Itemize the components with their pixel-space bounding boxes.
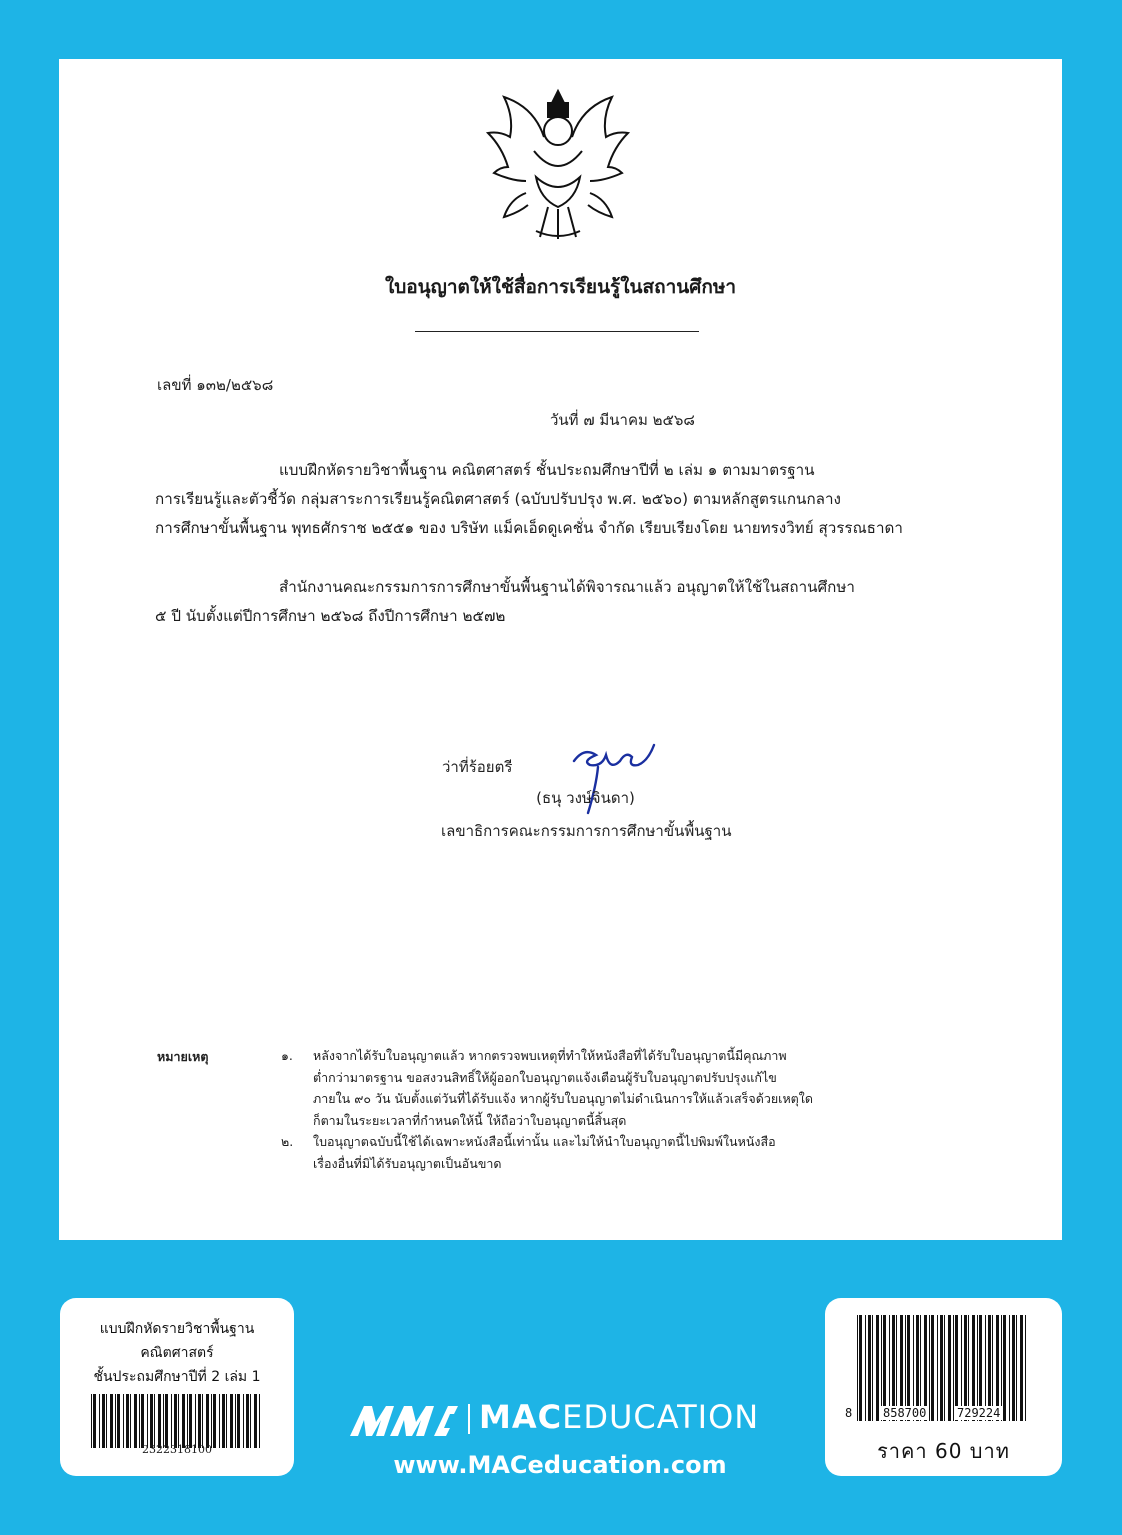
garuda-emblem-icon — [474, 81, 642, 249]
paragraph-line: สำนักงานคณะกรรมการการศึกษาขั้นพื้นฐานได้พิจารณาแล้ว อนุญาตให้ใช้ในสถานศึกษา — [279, 578, 855, 596]
barcode-bar — [147, 1394, 148, 1448]
barcode-bar — [139, 1394, 140, 1448]
license-sheet — [59, 59, 1062, 1240]
barcode-bar — [230, 1394, 233, 1448]
paragraph-line: ๕ ปี นับตั้งแต่ปีการศึกษา ๒๕๖๘ ถึงปีการศึกษา ๒๕๗๒ — [155, 607, 506, 625]
barcode-bar — [929, 1315, 930, 1421]
brand-block — [350, 1400, 780, 1440]
paragraph-line: แบบฝึกหัดรายวิชาพื้นฐาน คณิตศาสตร์ ชั้นประถมศึกษาปีที่ ๒ เล่ม ๑ ตามมาตรฐาน — [279, 461, 815, 479]
barcode-bar — [235, 1394, 236, 1448]
barcode-bar — [953, 1315, 954, 1421]
barcode-bar — [937, 1315, 938, 1421]
barcode-bar — [141, 1394, 144, 1448]
barcode-bar — [219, 1394, 220, 1448]
mac-logo-icon — [350, 1402, 458, 1436]
barcode-bar — [189, 1394, 192, 1448]
book-subject-line: แบบฝึกหัดรายวิชาพื้นฐาน — [99, 1321, 255, 1337]
barcode-bar — [246, 1394, 249, 1448]
paragraph-approval — [155, 573, 963, 631]
barcode-bar — [110, 1394, 113, 1448]
barcode-bar — [163, 1394, 164, 1448]
barcode-bar — [1009, 1315, 1010, 1421]
barcode-bar — [226, 1394, 227, 1448]
signer-name-text: (ธนุ วงษ์จินดา) — [536, 789, 635, 807]
barcode-bar — [237, 1394, 240, 1448]
note-line: ภายใน ๙๐ วัน นับตั้งแต่วันที่ได้รับแจ้ง หากผู้รับใบอนุญาตไม่ดำเนินการให้แล้วเสร็จด้วยเหตุใด — [313, 1091, 814, 1107]
barcode-bar — [211, 1394, 212, 1448]
barcode-bar — [123, 1394, 124, 1448]
note-line: ก็ตามในระยะเวลาที่กำหนดให้นี้ ให้ถือว่าใบอนุญาตนี้สิ้นสุด — [313, 1112, 627, 1128]
barcode-bar — [202, 1394, 203, 1448]
barcode-bar — [259, 1394, 260, 1448]
license-date: วันที่ ๗ มีนาคม ๒๕๖๘ — [550, 411, 695, 429]
barcode-bar — [154, 1394, 155, 1448]
note-item: ๒. ใบอนุญาตฉบับนี้ใช้ได้เฉพาะหนังสือนี้เท่านั้น และไม่ให้นำใบอนุญาตนี้ไปพิมพ์ในหนังสือ — [281, 1134, 776, 1150]
license-number: เลขที่ ๑๓๒/๒๕๖๘ — [157, 376, 274, 394]
barcode-bar — [1012, 1315, 1015, 1421]
barcode-bar — [1020, 1315, 1023, 1421]
barcode-bar — [130, 1394, 131, 1448]
book-barcode-icon — [91, 1394, 263, 1448]
barcode-bar — [158, 1394, 161, 1448]
website-text[interactable]: www.MACeducation.com — [393, 1451, 727, 1479]
note-item: ๑. หลังจากได้รับใบอนุญาตแล้ว หากตรวจพบเหตุที่ทำให้หนังสือที่ได้รับใบอนุญาตนี้มีคุณภาพ — [281, 1048, 787, 1063]
barcode-bar — [1003, 1315, 1006, 1421]
note-line: ต่ำกว่ามาตรฐาน ขอสงวนสิทธิ์ให้ผู้ออกใบอนุญาตแจ้งเตือนผู้รับใบอนุญาตปรับปรุงแก้ไข — [313, 1069, 777, 1085]
barcode-bar — [134, 1394, 137, 1448]
barcode-bar — [126, 1394, 129, 1448]
signer-rank: ว่าที่ร้อยตรี — [442, 758, 513, 776]
barcode-bar — [222, 1394, 225, 1448]
barcode-bar — [93, 1394, 96, 1448]
barcode-bar — [106, 1394, 107, 1448]
barcode-bar — [171, 1394, 172, 1448]
barcode-bar — [859, 1315, 862, 1421]
barcode-bar — [1025, 1315, 1026, 1421]
barcode-bar — [940, 1315, 943, 1421]
barcode-bar — [174, 1394, 177, 1448]
barcode-bar — [115, 1394, 116, 1448]
barcode-bar — [91, 1394, 92, 1448]
paragraph-book-details — [155, 456, 963, 543]
barcode-bar — [876, 1315, 879, 1421]
barcode-bar — [182, 1394, 185, 1448]
barcode-bar — [206, 1394, 209, 1448]
price-label: ราคา 60 บาท — [877, 1439, 1010, 1463]
paragraph-line: การศึกษาขั้นพื้นฐาน พุทธศักราช ๒๕๕๑ ของ บริษัท แม็คเอ็ดดูเคชั่น จำกัด เรียบเรียงโดย นายทรงวิทย์ สุวรรณธาดา — [155, 519, 903, 537]
brand-separator — [468, 1404, 470, 1434]
barcode-bar — [857, 1315, 858, 1421]
document-title: ใบอนุญาตให้ใช้สื่อการเรียนรู้ในสถานศึกษา — [384, 276, 737, 298]
notes-label: หมายเหตุ — [157, 1049, 209, 1064]
barcode-bar — [948, 1315, 951, 1421]
barcode-bar — [178, 1394, 179, 1448]
book-subject-name: คณิตศาสตร์ — [140, 1345, 214, 1361]
isbn-digit-group: 8 — [845, 1406, 853, 1420]
book-grade-volume: ชั้นประถมศึกษาปีที่ 2 เล่ม 1 — [93, 1369, 261, 1385]
book-info-card — [60, 1298, 294, 1476]
barcode-bar — [243, 1394, 244, 1448]
signer-position: เลขาธิการคณะกรรมการการศึกษาขั้นพื้นฐาน — [441, 822, 732, 840]
paragraph-line: การเรียนรู้และตัวชี้วัด กลุ่มสาระการเรียนรู้คณิตศาสตร์ (ฉบับปรับปรุง พ.ศ. ๒๕๖๐) ตามหลักสูตรแกนกลาง — [155, 490, 841, 508]
barcode-bar — [868, 1315, 871, 1421]
price-card — [825, 1298, 1062, 1476]
barcode-bar — [254, 1394, 257, 1448]
barcode-bar — [150, 1394, 153, 1448]
barcode-bar — [165, 1394, 168, 1448]
barcode-bar — [102, 1394, 105, 1448]
barcode-bar — [931, 1315, 934, 1421]
barcode-bar — [99, 1394, 100, 1448]
barcode-bar — [1016, 1315, 1017, 1421]
barcode-bar — [865, 1315, 866, 1421]
barcode-bar — [872, 1315, 873, 1421]
note-line: เรื่องอื่นที่มิได้รับอนุญาตเป็นอันขาด — [313, 1155, 502, 1171]
notes-list — [281, 1045, 921, 1175]
barcode-bar — [195, 1394, 196, 1448]
book-barcode-number: 2322318100 — [142, 1443, 212, 1456]
barcode-bar — [198, 1394, 201, 1448]
title-divider — [415, 331, 699, 332]
website-link[interactable] — [0, 1451, 1122, 1479]
signer-name — [59, 786, 1062, 810]
isbn-digit-group: 729224 — [957, 1406, 1001, 1420]
barcode-bar — [213, 1394, 216, 1448]
barcode-bar — [187, 1394, 188, 1448]
barcode-bar — [944, 1315, 945, 1421]
brand-name: MACEDUCATION — [479, 1398, 760, 1436]
isbn-digit-group: 858700 — [883, 1406, 927, 1420]
barcode-bar — [250, 1394, 251, 1448]
barcode-bar — [117, 1394, 120, 1448]
